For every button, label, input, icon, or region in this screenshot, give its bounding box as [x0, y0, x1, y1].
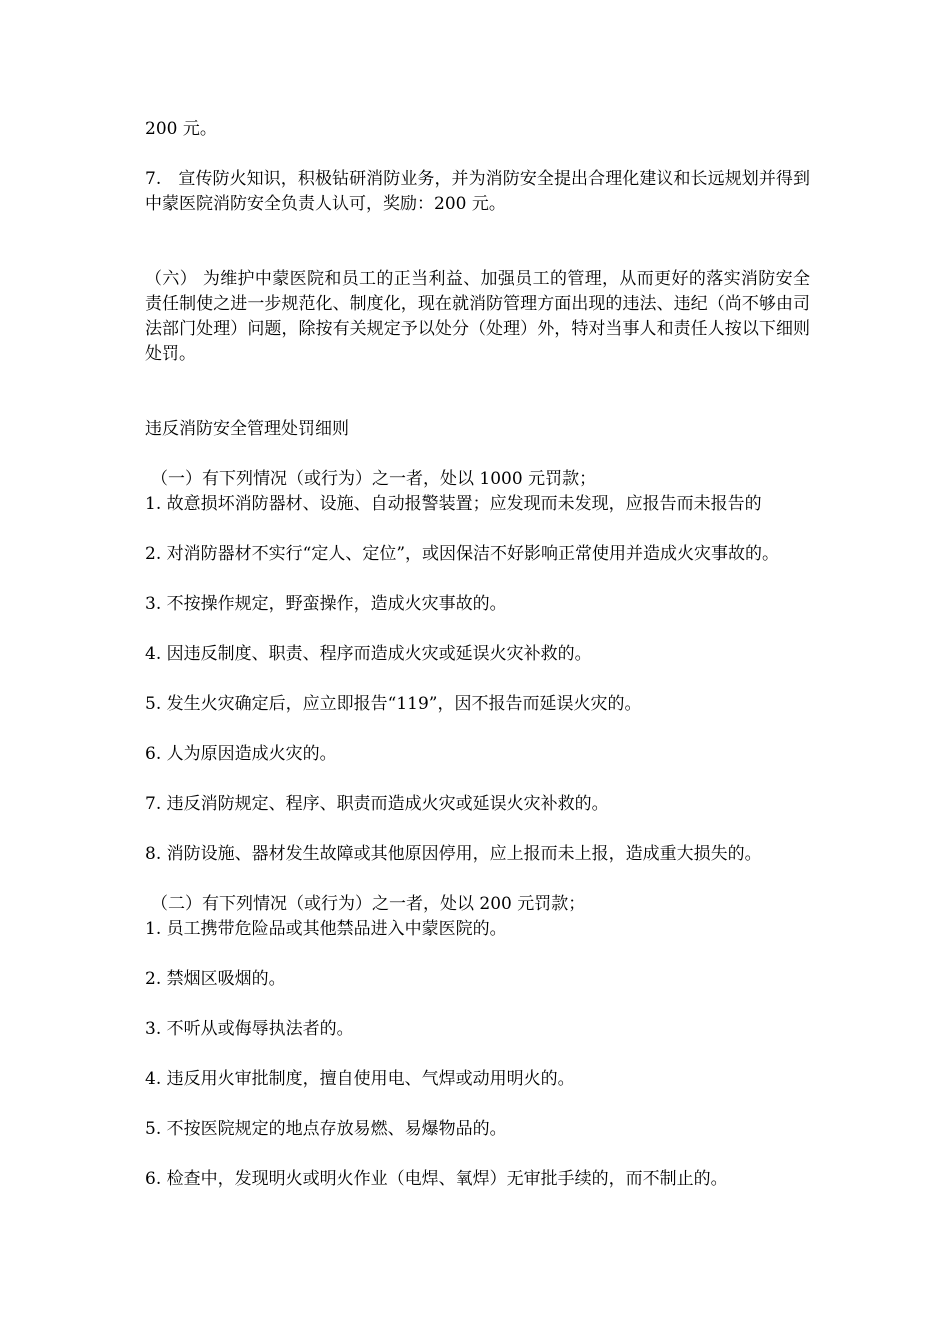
group2-item-3: 3. 不听从或侮辱执法者的。	[145, 1019, 354, 1039]
group1-item-6: 6. 人为原因造成火灾的。	[145, 744, 337, 764]
group2-item-5: 5. 不按医院规定的地点存放易燃、易爆物品的。	[145, 1119, 507, 1139]
group2-item-2: 2. 禁烟区吸烟的。	[145, 969, 286, 989]
reward-item-7: 7. 宣传防火知识，积极钻研消防业务，并为消防安全提出合理化建议和长远规划并得到中蒙医院消防安全负责人认可，奖励：200 元。	[145, 169, 810, 214]
group2-heading: （二）有下列情况（或行为）之一者，处以 200 元罚款；	[151, 894, 586, 914]
group1-item-2: 2. 对消防器材不实行“定人、定位”，或因保洁不好影响正常使用并造成火灾事故的。	[145, 544, 780, 564]
group2-item-4: 4. 违反用火审批制度，擅自使用电、气焊或动用明火的。	[145, 1069, 575, 1089]
group1-item-8: 8. 消防设施、器材发生故障或其他原因停用，应上报而未上报，造成重大损失的。	[145, 844, 762, 864]
reward-tail-paragraph: 200 元。	[145, 119, 217, 139]
group1-item-5: 5. 发生火灾确定后，应立即报告“119”，因不报告而延误火灾的。	[145, 694, 642, 714]
group1-item-7: 7. 违反消防规定、程序、职责而造成火灾或延误火灾补救的。	[145, 794, 609, 814]
group1-item-1: 1. 故意损坏消防器材、设施、自动报警装置；应发现而未发现，应报告而未报告的	[145, 494, 762, 514]
group1-heading: （一）有下列情况（或行为）之一者，处以 1000 元罚款；	[151, 469, 597, 489]
section-six-paragraph: （六） 为维护中蒙医院和员工的正当利益、加强员工的管理，从而更好的落实消防安全责任制使之进一步规范化、制度化，现在就消防管理方面出现的违法、违纪（尚不够由司法部门处理）问题，除按有关规定予以处分（处理）外，特对当事人和责任人按以下细则处罚。	[145, 269, 810, 364]
section-title: 违反消防安全管理处罚细则	[145, 419, 349, 439]
document-body	[145, 117, 810, 1192]
group2-item-6: 6. 检查中，发现明火或明火作业（电焊、氧焊）无审批手续的，而不制止的。	[145, 1169, 728, 1189]
group1-item-3: 3. 不按操作规定，野蛮操作，造成火灾事故的。	[145, 594, 507, 614]
group2-item-1: 1. 员工携带危险品或其他禁品进入中蒙医院的。	[145, 919, 507, 939]
group1-item-4: 4. 因违反制度、职责、程序而造成火灾或延误火灾补救的。	[145, 644, 592, 664]
